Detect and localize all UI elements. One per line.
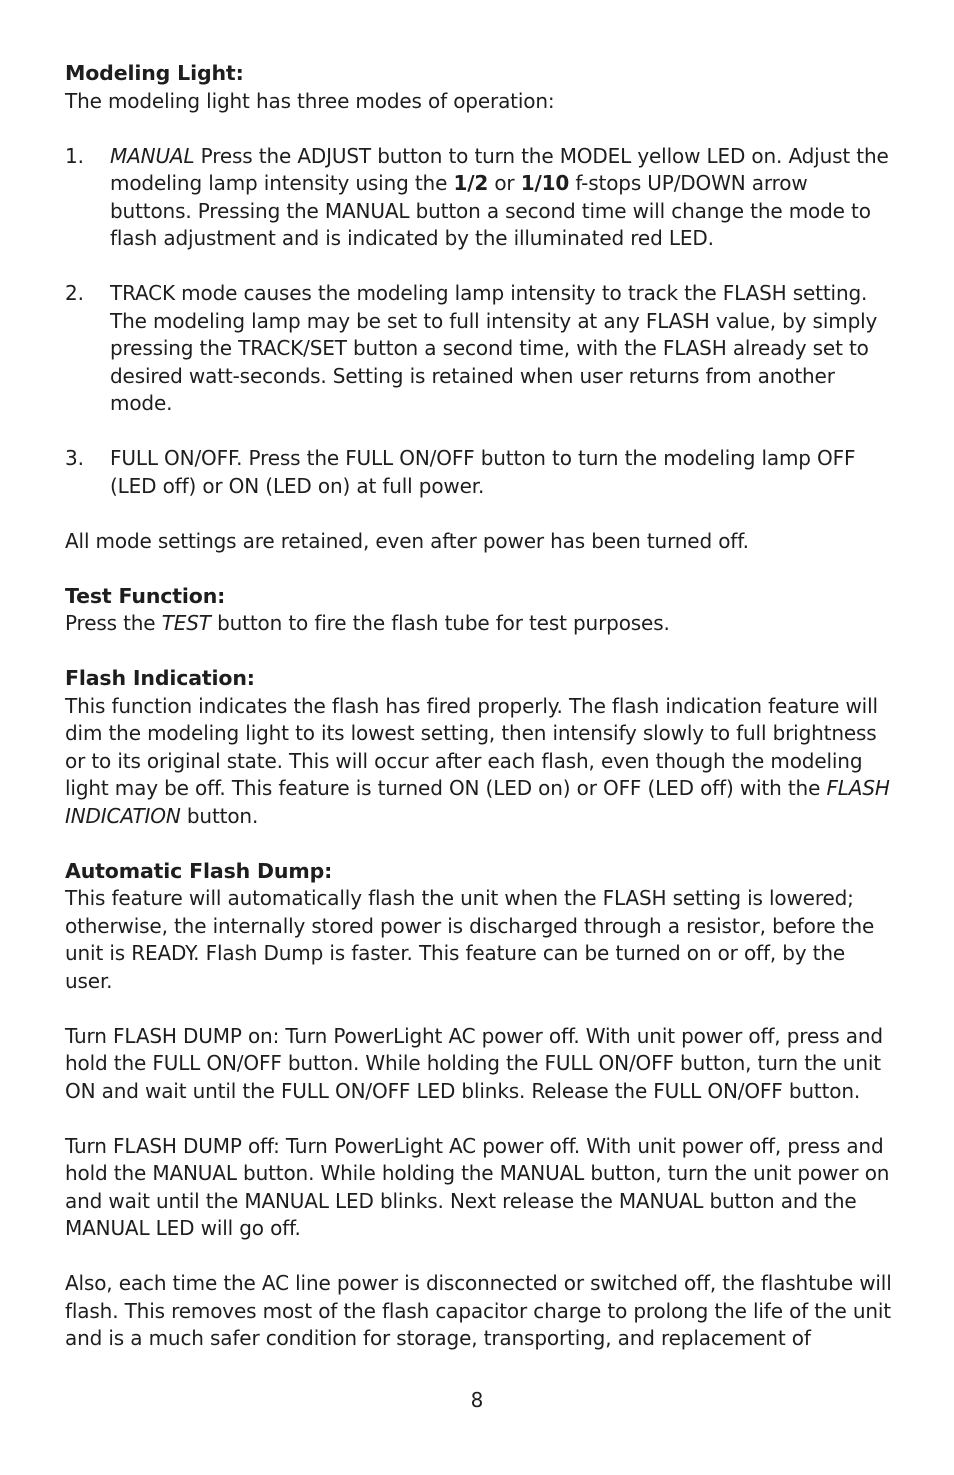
paragraph-text: This function indicates the flash has fired properly. The flash indication feature will dim the modeling light to its lowest setting, then intensify slowly to full brightness or to its original state. This will occur after each flash, even though the modeling light may be off. This feature is turned ON (LED on) or OFF (LED off) with the xyxy=(65,693,878,800)
flash-dump-on-instructions: Turn FLASH DUMP on: Turn PowerLight AC power off. With unit power off, press and hold the FULL ON/OFF button. While holding the FULL ON/OFF button, turn the unit ON and wait until the FULL ON/OFF LED blinks. Release the FULL ON/OFF button. xyxy=(65,1023,883,1103)
flash-indication-text xyxy=(65,693,895,831)
modeling-light-intro: The modeling light has three modes of operation: xyxy=(65,88,555,113)
list-number: 2. xyxy=(65,281,84,305)
ac-power-note: Also, each time the AC line power is disconnected or switched off, the flashtube will flash. This removes most of the flash capacitor charge to prolong the life of the unit and is a much safer condition for storage, transporting, and replacement of xyxy=(65,1271,892,1350)
settings-retained-note: All mode settings are retained, even after power has been turned off. xyxy=(65,528,749,553)
test-function-text xyxy=(65,610,895,638)
flash-dump-off-instructions: Turn FLASH DUMP off: Turn PowerLight AC power off. With unit power off, press and hold the MANUAL button. While holding the MANUAL button, turn the unit power on and wait until the MANUAL LED blinks. Next release the MANUAL button and the MANUAL LED will go off. xyxy=(65,1133,890,1240)
list-text: f-stops UP/DOWN arrow buttons. Pressing the MANUAL button a second time will change the mode to flash adjustment and is indicated by the illuminated red LED. xyxy=(110,171,871,250)
page-number: 8 xyxy=(470,1388,484,1412)
list-number: 3. xyxy=(65,446,84,470)
paragraph-text: Press the xyxy=(65,611,162,635)
list-text: TRACK mode causes the modeling lamp intensity to track the FLASH setting. The modeling lamp may be set to full intensity at any FLASH value, by simply pressing the TRACK/SET button a second time, with the FLASH already set to desired watt-seconds. Setting is retained when user returns from another mode. xyxy=(110,281,878,415)
list-number: 1. xyxy=(65,143,84,168)
paragraph-text: button. xyxy=(180,803,259,828)
flash-indication-heading: Flash Indication: xyxy=(65,666,255,690)
test-function-heading: Test Function: xyxy=(65,583,226,608)
test-button-term: TEST xyxy=(161,611,211,635)
list-item-3 xyxy=(65,445,895,500)
half-stop-term: 1/2 xyxy=(453,171,489,195)
flash-dump-heading: Automatic Flash Dump: xyxy=(65,858,333,883)
document-page xyxy=(65,60,895,1353)
flash-dump-description: This feature will automatically flash the unit when the FLASH setting is lowered; otherwise, the internally stored power is discharged through a resistor, before the unit is READY. Flash Dump is faster. This feature can be turned on or off, by the user. xyxy=(65,886,875,993)
modeling-light-heading: Modeling Light: xyxy=(65,61,244,85)
list-text: or xyxy=(488,171,521,195)
paragraph-text: button to fire the flash tube for test purposes. xyxy=(210,611,670,635)
list-item-2 xyxy=(65,280,895,418)
tenth-stop-term: 1/10 xyxy=(520,171,570,195)
list-item-1 xyxy=(65,143,895,253)
manual-mode-term: MANUAL xyxy=(110,143,195,168)
list-text: FULL ON/OFF. Press the FULL ON/OFF button to turn the modeling lamp OFF (LED off) or ON (LED on) at full power. xyxy=(110,446,856,498)
flash-indication-term: FLASH INDICATION xyxy=(65,776,890,828)
list-text: Press the ADJUST button to turn the MODEL yellow LED on. Adjust the modeling lamp intensity using the xyxy=(110,143,889,195)
